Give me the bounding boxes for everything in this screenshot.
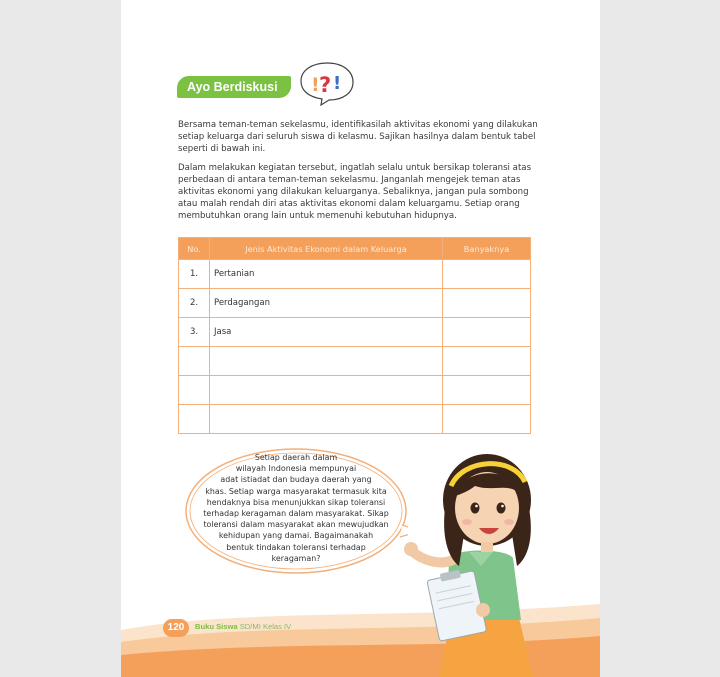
activity-count[interactable] [443, 405, 531, 434]
table-row [179, 405, 531, 434]
tolerance-paragraph: Dalam melakukan kegiatan tersebut, ingatlah selalu untuk bersikap toleransi atas perbedaan di antara teman-teman sekelasmu. Janganlah mengejek teman atas aktivitas ekonomi yang dilakukan keluarganya. Sebaliknya, jangan pula sombong atau malah rendah diri atas aktivitas ekonomi dalam keluargamu. Setiap orang membutuhkan orang lain untuk memenuhi kebutuhan hidupnya. [178, 163, 532, 221]
activity-name[interactable] [210, 405, 443, 434]
row-number: 1. [179, 260, 210, 289]
row-number [179, 405, 210, 434]
activity-name: Perdagangan [210, 289, 443, 318]
row-number: 3. [179, 318, 210, 347]
header-count: Banyaknya [443, 238, 531, 260]
activity-name[interactable] [210, 347, 443, 376]
girl-with-clipboard-illustration [401, 448, 561, 677]
table-row [179, 260, 531, 289]
row-number: 2. [179, 289, 210, 318]
activity-count[interactable] [443, 347, 531, 376]
book-title-footer: Buku Siswa SD/MI Kelas IV [195, 622, 292, 631]
table-row [179, 318, 531, 347]
table-header-row [179, 238, 531, 260]
header-no: No. [179, 238, 210, 260]
activity-name: Jasa [210, 318, 443, 347]
page-number: 120 [163, 619, 189, 637]
svg-text:!: ! [333, 73, 342, 94]
svg-text:!: ! [311, 74, 320, 96]
row-number [179, 347, 210, 376]
table-row [179, 289, 531, 318]
table-row [179, 347, 531, 376]
book-page [121, 0, 600, 677]
activity-count[interactable] [443, 318, 531, 347]
intro-paragraph: Bersama teman-teman sekelasmu, identifikasilah aktivitas ekonomi yang dilakukan setiap keluarga dari seluruh siswa di kelasmu. Sajikan hasilnya dalam bentuk tabel seperti di bawah ini. [178, 120, 538, 154]
activity-name[interactable] [210, 376, 443, 405]
activity-name: Pertanian [210, 260, 443, 289]
table-row [179, 376, 531, 405]
activity-table [178, 237, 531, 434]
header-activity: Jenis Aktivitas Ekonomi dalam Keluarga [210, 238, 443, 260]
speech-bubble-text: Setiap daerah dalam wilayah Indonesia mempunyai adat istiadat dan budaya daerah yang khas. Setiap warga masyarakat termasuk kita hendaknya bisa menunjukkan sikap toleransi terhadap keragaman dalam masyarakat. Sikap toleransi dalam masyarakat akan mewujudkan kehidupan yang damai. Bagaimanakah bentuk tindakan toleransi terhadap keragaman? [203, 453, 389, 563]
svg-text:?: ? [319, 73, 332, 97]
question-exclamation-bubble-icon [299, 60, 355, 106]
activity-count[interactable] [443, 260, 531, 289]
section-title-banner: Ayo Berdiskusi [177, 76, 291, 98]
activity-count[interactable] [443, 289, 531, 318]
row-number [179, 376, 210, 405]
activity-count[interactable] [443, 376, 531, 405]
